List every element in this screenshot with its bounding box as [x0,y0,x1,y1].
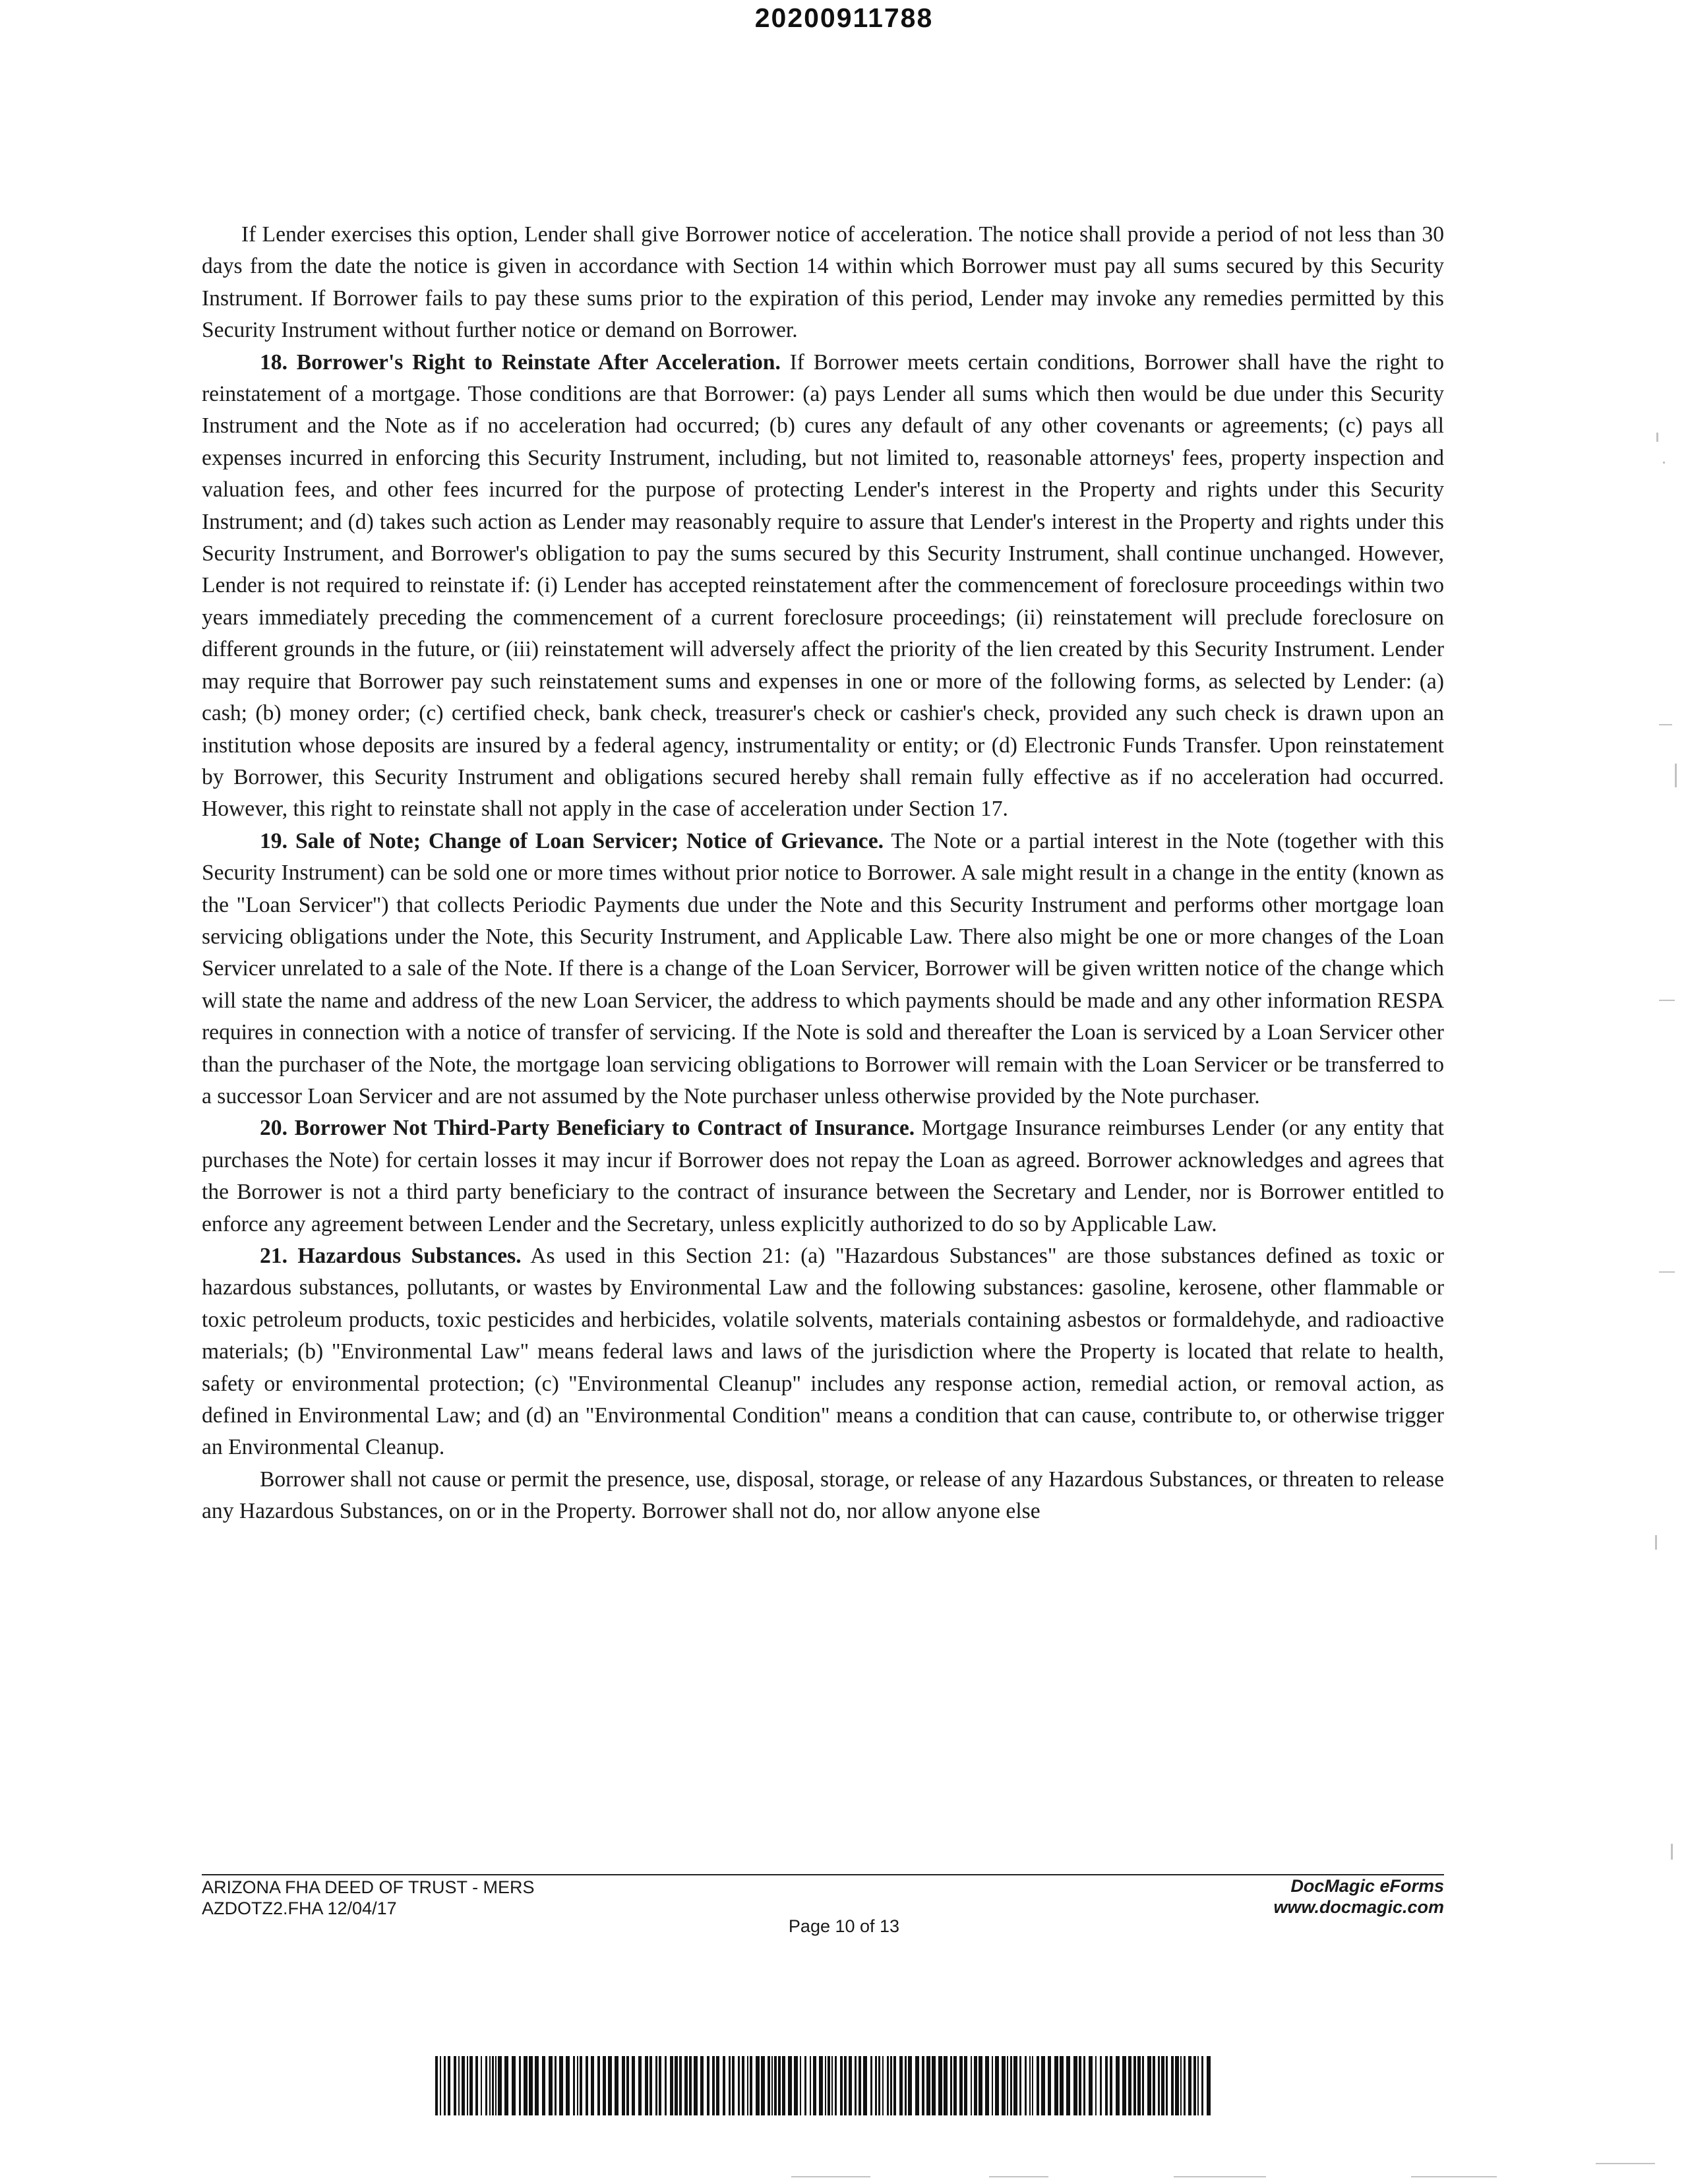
form-code: AZDOTZ2.FHA 12/04/17 [202,1898,397,1918]
section-19-heading: 19. Sale of Note; Change of Loan Servicer; Notice of Grievance. [260,828,884,853]
section-21 [202,1240,1444,1464]
section-19-text: The Note or a partial interest in the Note (together with this Security Instrument) can be sold one or more times without prior notice to Borrower. A sale might result in a change in the entity (known as the "Loan Servicer") that collects Periodic Payments due under the Note and this Security Instrument and performs other mortgage loan servicing obligations under the Note, this Security Instrument, and Applicable Law. There also might be one or more changes of the Loan Servicer unrelated to a sale of the Note. If there is a change of the Loan Servicer, Borrower will be given written notice of the change which will state the name and address of the new Loan Servicer, the address to which payments should be made and any other information RESPA requires in connection with a notice of transfer of servicing. If the Note is sold and thereafter the Loan is serviced by a Loan Servicer other than the purchaser of the Note, the mortgage loan servicing obligations to Borrower will remain with the Loan Servicer or be transferred to a successor Loan Servicer and are not assumed by the Note purchaser unless otherwise provided by the Note purchaser. [202,828,1444,1108]
section-21-text: As used in this Section 21: (a) "Hazardous Substances" are those substances defined as toxic or hazardous substances, pollutants, or wastes by Environmental Law and the following substances: gasoline, kerosene, other flammable or toxic petroleum products, toxic pesticides and herbicides, volatile solvents, materials containing asbestos or formaldehyde, and radioactive materials; (b) "Environmental Law" means federal laws and laws of the jurisdiction where the Property is located that relate to health, safety or environmental protection; (c) "Environmental Cleanup" includes any response action, remedial action, or removal action, as defined in Environmental Law; and (d) an "Environmental Condition" means a condition that can cause, contribute to, or otherwise trigger an Environmental Cleanup. [202,1244,1444,1460]
section-18 [202,347,1444,826]
form-title: ARIZONA FHA DEED OF TRUST - MERS [202,1877,535,1897]
section-20-heading: 20. Borrower Not Third-Party Beneficiary to Contract of Insurance. [260,1116,915,1141]
page-number: Page 10 of 13 [788,1916,900,1936]
footer-divider [202,1874,1444,1875]
footer-brand [1273,1875,1444,1918]
section-20-text: Mortgage Insurance reimburses Lender (or any entity that purchases the Note) for certain losses it may incur if Borrower does not repay the Loan as agreed. Borrower acknowledges and agrees that the Borrower is not a third party beneficiary to the contract of insurance between the Secretary and Lender, nor is Borrower entitled to enforce any agreement between Lender and the Secretary, unless explicitly authorized to do so by Applicable Law. [202,1116,1444,1236]
section-18-heading: 18. Borrower's Right to Reinstate After Acceleration. [260,349,781,375]
document-body [202,219,1444,1528]
footer-form-info [202,1877,535,1919]
section-19 [202,826,1444,1113]
brand-name: DocMagic eForms [1290,1876,1444,1896]
document-number: 20200911788 [754,3,934,33]
brand-website: www.docmagic.com [1273,1897,1444,1917]
closing-paragraph: Borrower shall not cause or permit the presence, use, disposal, storage, or release of any Hazardous Substances, or threaten to release any Hazardous Substances, on or in the Property. Borrower shall not do, nor allow anyone else [202,1467,1444,1524]
intro-paragraph: If Lender exercises this option, Lender shall give Borrower notice of acceleration. The notice shall provide a period of not less than 30 days from the date the notice is given in accordance with Section 14 within which Borrower must pay all sums secured by this Security Instrument. If Borrower fails to pay these sums prior to the expiration of this period, Lender may invoke any remedies permitted by this Security Instrument without further notice or demand on Borrower. [202,222,1444,343]
section-21-heading: 21. Hazardous Substances. [260,1244,522,1268]
section-20 [202,1112,1444,1240]
barcode [435,2056,1211,2115]
section-18-text: If Borrower meets certain conditions, Borrower shall have the right to reinstatement of a mortgage. Those conditions are that Borrower: (a) pays Lender all sums which then would be due under this Security Instrument and the Note as if no acceleration had occurred; (b) cures any default of any other covenants or agreements; (c) pays all expenses incurred in enforcing this Security Instrument, including, but not limited to, reasonable attorneys' fees, property inspection and valuation fees, and other fees incurred for the purpose of protecting Lender's interest in the Property and rights under this Security Instrument; and (d) takes such action as Lender may reasonably require to assure that Lender's interest in the Property and rights under this Security Instrument, and Borrower's obligation to pay the sums secured by this Security Instrument, shall continue unchanged. However, Lender is not required to reinstate if: (i) Lender has accepted reinstatement after the commencement of foreclosure proceedings within two years immediately preceding the commencement of a current foreclosure proceedings; (ii) reinstatement will preclude foreclosure on different grounds in the future, or (iii) reinstatement will adversely affect the priority of the lien created by this Security Instrument. Lender may require that Borrower pay such reinstatement sums and expenses in one or more of the following forms, as selected by Lender: (a) cash; (b) money order; (c) certified check, bank check, treasurer's check or cashier's check, provided any such check is drawn upon an institution whose deposits are insured by a federal agency, instrumentality or entity; or (d) Electronic Funds Transfer. Upon reinstatement by Borrower, this Security Instrument and obligations secured hereby shall remain fully effective as if no acceleration had occurred. However, this right to reinstate shall not apply in the case of acceleration under Section 17. [202,349,1444,822]
